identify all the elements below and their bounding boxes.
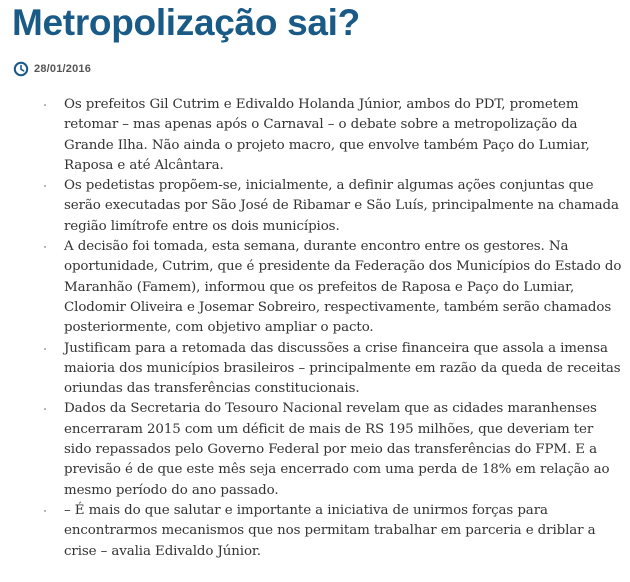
article-title: Metropolização sai? [12, 2, 360, 43]
article-paragraph [64, 501, 624, 562]
paragraph-text: – É mais do que salutar e importante a iniciativa de unirmos forças para encontrarmos mecanismos que nos permitam trabalhar em parceria e driblar a crise – avalia Edivaldo Júnior. [64, 502, 596, 559]
article-paragraph [64, 176, 624, 237]
paragraph-text: A decisão foi tomada, esta semana, durante encontro entre os gestores. Na oportunidade, Cutrim, que é presidente da Federação dos Municípios do Estado do Maranhão (Famem), informou que os prefeitos de Raposa e Paço do Lumiar, Clodomir Oliveira e Josemar Sobreiro, respectivamente, também serão chamados posteriormente, com objetivo ampliar o pacto. [64, 239, 622, 336]
paragraph-text: Os pedetistas propõem-se, inicialmente, a definir algumas ações conjuntas que serão executadas por São José de Ribamar e São Luís, principalmente na chamada região limítrofe entre os dois municípios. [64, 178, 619, 234]
article-paragraph [64, 399, 624, 500]
bullet-marker [44, 185, 46, 187]
paragraph-text: Dados da Secretaria do Tesouro Nacional revelam que as cidades maranhenses encerraram 2015 com um déficit de mais de RS 195 milhões, que deveriam ter sido repassados pelo Governo Federal por meio das transferências do FPM. E a previsão é de que este mês seja encerrado com uma perda de 18% em relação ao mesmo período do ano passado. [64, 401, 610, 498]
bullet-marker [44, 104, 46, 106]
bullet-marker [44, 246, 46, 248]
article-paragraph [64, 237, 624, 338]
bullet-marker [44, 408, 46, 410]
clock-icon [13, 61, 29, 77]
article-meta [13, 61, 91, 77]
article-paragraph [64, 339, 624, 400]
article-body [64, 95, 624, 562]
bullet-marker [44, 510, 46, 512]
publish-date: 28/01/2016 [34, 63, 92, 75]
bullet-marker [44, 348, 46, 350]
article-paragraph [64, 95, 624, 176]
paragraph-text: Os prefeitos Gil Cutrim e Edivaldo Holanda Júnior, ambos do PDT, prometem retomar – mas apenas após o Carnaval – o debate sobre a metropolização da Grande Ilha. Não ainda o projeto macro, que envolve também Paço do Lumiar, Raposa e até Alcântara. [64, 97, 590, 173]
paragraph-text: Justificam para a retomada das discussões a crise financeira que assola a imensa maioria dos municípios brasileiros – principalmente em razão da queda de receitas oriundas das transferências constitucionais. [64, 340, 621, 397]
